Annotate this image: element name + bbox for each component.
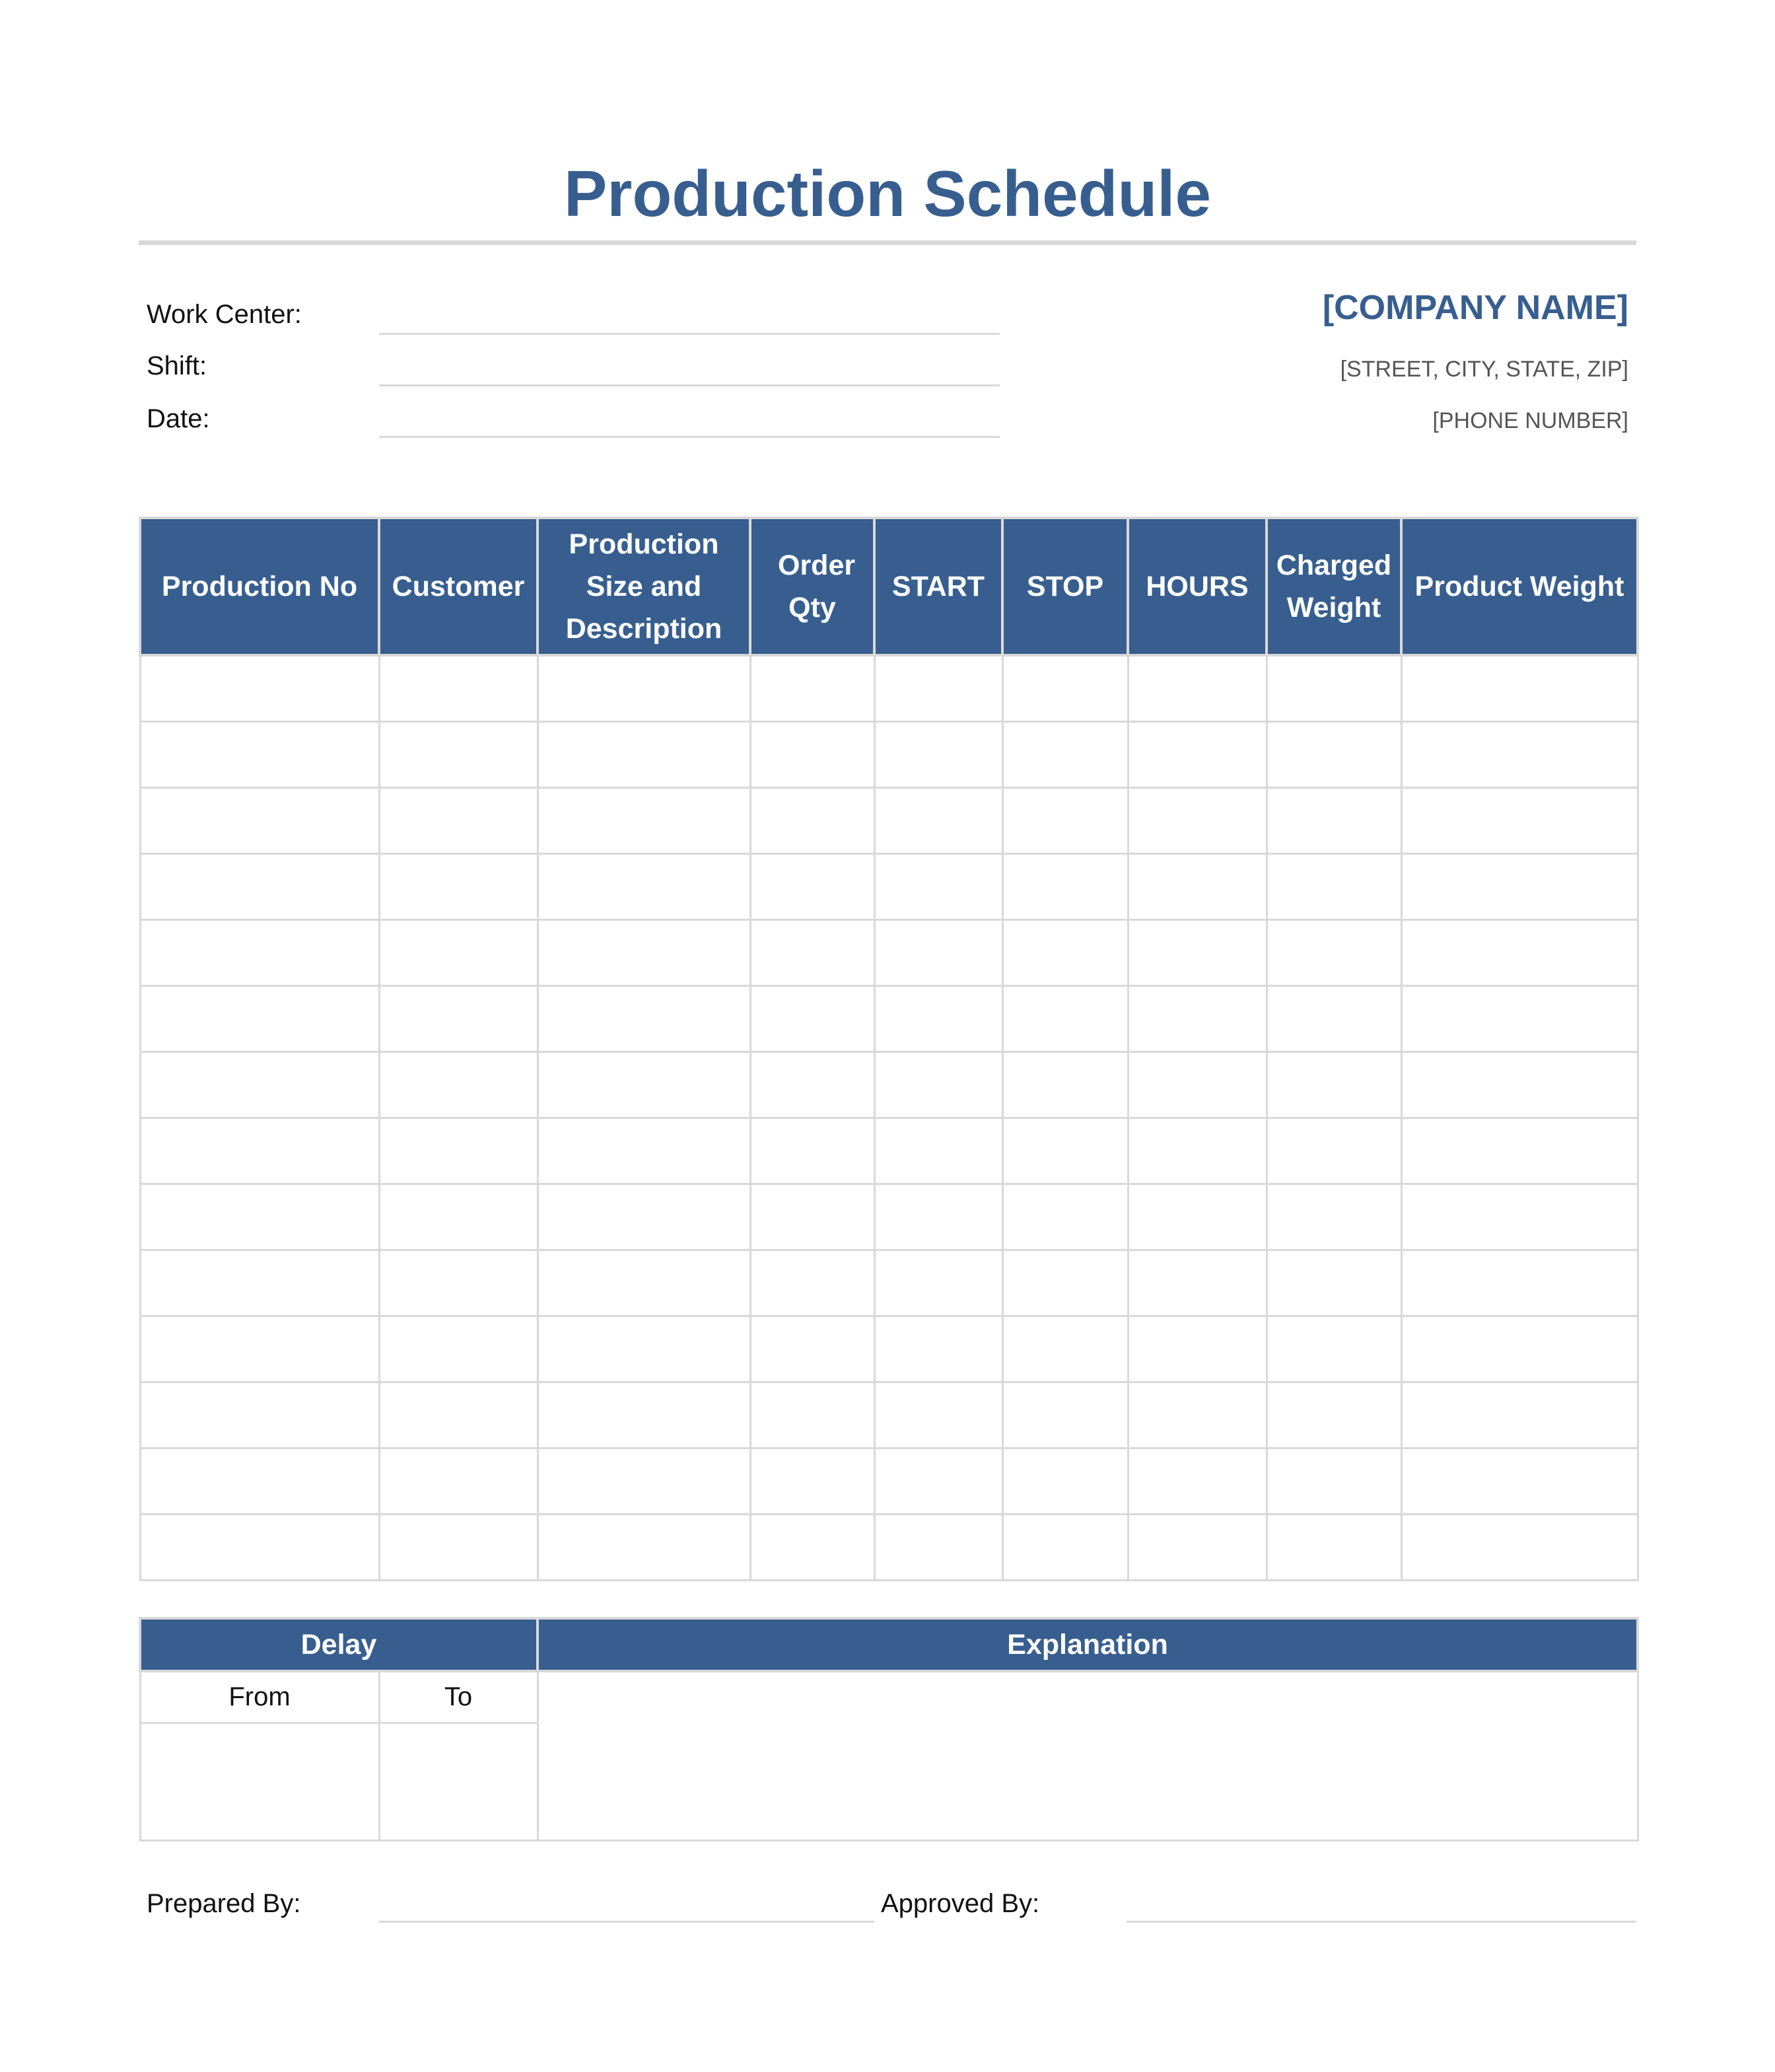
- table-cell[interactable]: [379, 1184, 538, 1250]
- table-cell[interactable]: [1002, 1052, 1128, 1118]
- table-cell[interactable]: [379, 1316, 538, 1382]
- table-cell[interactable]: [750, 1250, 874, 1316]
- table-cell[interactable]: [1002, 721, 1128, 787]
- header-charged-weight: Charged Weight: [1267, 518, 1401, 655]
- table-cell[interactable]: [1267, 1448, 1401, 1514]
- table-cell[interactable]: [874, 1448, 1002, 1514]
- header-customer: Customer: [379, 518, 538, 655]
- prepared-by-field[interactable]: [379, 1921, 874, 1923]
- table-header-row: [140, 518, 1638, 655]
- table-cell[interactable]: [1401, 655, 1638, 721]
- table-cell[interactable]: [140, 655, 379, 721]
- date-label: Date:: [147, 404, 210, 433]
- table-cell[interactable]: [874, 655, 1002, 721]
- table-cell[interactable]: [379, 655, 538, 721]
- header-production-size-description: Production Size and Description: [538, 518, 750, 655]
- title-divider: [139, 240, 1636, 245]
- header-order-qty: Order Qty: [750, 518, 874, 655]
- table-cell[interactable]: [1002, 853, 1128, 919]
- table-cell[interactable]: [538, 919, 750, 985]
- delay-table: [139, 1617, 1639, 1841]
- table-cell[interactable]: [538, 1514, 750, 1580]
- prepared-by-label: Prepared By:: [147, 1889, 301, 1918]
- table-cell[interactable]: [874, 1250, 1002, 1316]
- table-cell[interactable]: [1401, 1382, 1638, 1448]
- table-cell[interactable]: [874, 853, 1002, 919]
- table-cell[interactable]: [1401, 853, 1638, 919]
- table-cell[interactable]: [1267, 721, 1401, 787]
- date-field[interactable]: [379, 436, 1000, 438]
- table-cell[interactable]: [379, 721, 538, 787]
- table-cell[interactable]: [538, 787, 750, 853]
- table-cell[interactable]: [1128, 1184, 1267, 1250]
- table-cell[interactable]: [1002, 1514, 1128, 1580]
- table-cell[interactable]: [1128, 721, 1267, 787]
- table-row: [140, 985, 1638, 1052]
- explanation-header: Explanation: [538, 1618, 1638, 1671]
- table-cell[interactable]: [1002, 787, 1128, 853]
- table-cell[interactable]: [1267, 1514, 1401, 1580]
- work-center-label: Work Center:: [147, 300, 302, 329]
- table-cell[interactable]: [1267, 1052, 1401, 1118]
- company-phone: [PHONE NUMBER]: [1432, 408, 1628, 433]
- table-cell[interactable]: [1128, 919, 1267, 985]
- table-cell[interactable]: [538, 655, 750, 721]
- table-cell[interactable]: [1002, 1448, 1128, 1514]
- table-cell[interactable]: [1267, 1316, 1401, 1382]
- table-cell[interactable]: [538, 1250, 750, 1316]
- table-row: [140, 1382, 1638, 1448]
- table-cell[interactable]: [538, 985, 750, 1052]
- table-cell[interactable]: [874, 919, 1002, 985]
- table-cell[interactable]: [538, 1118, 750, 1184]
- table-cell[interactable]: [1267, 853, 1401, 919]
- table-cell[interactable]: [1267, 1118, 1401, 1184]
- header-production-no: Production No: [140, 518, 379, 655]
- table-cell[interactable]: [1002, 1184, 1128, 1250]
- table-cell[interactable]: [1401, 1448, 1638, 1514]
- company-address: [STREET, CITY, STATE, ZIP]: [1340, 357, 1628, 382]
- table-cell[interactable]: [140, 787, 379, 853]
- table-cell[interactable]: [1128, 1448, 1267, 1514]
- table-row: [140, 1184, 1638, 1250]
- schedule-table-body: [140, 655, 1638, 1580]
- table-cell[interactable]: [538, 1316, 750, 1382]
- table-cell[interactable]: [379, 919, 538, 985]
- table-row: [140, 787, 1638, 853]
- production-schedule-table: [139, 517, 1639, 1581]
- table-cell[interactable]: [1002, 1118, 1128, 1184]
- table-cell[interactable]: [874, 787, 1002, 853]
- table-cell[interactable]: [1002, 655, 1128, 721]
- table-cell[interactable]: [1401, 721, 1638, 787]
- table-cell[interactable]: [1401, 1250, 1638, 1316]
- table-cell[interactable]: [1002, 919, 1128, 985]
- table-cell[interactable]: [874, 1052, 1002, 1118]
- table-row: [140, 853, 1638, 919]
- table-cell[interactable]: [140, 1184, 379, 1250]
- table-cell[interactable]: [140, 1382, 379, 1448]
- table-row: [140, 919, 1638, 985]
- table-row: [140, 721, 1638, 787]
- header-product-weight: Product Weight: [1401, 518, 1638, 655]
- table-cell[interactable]: [1128, 1514, 1267, 1580]
- delay-header: Delay: [140, 1618, 538, 1671]
- table-cell[interactable]: [1128, 1052, 1267, 1118]
- table-cell[interactable]: [750, 1382, 874, 1448]
- table-cell[interactable]: [1401, 1316, 1638, 1382]
- table-cell[interactable]: [750, 1118, 874, 1184]
- table-cell[interactable]: [1401, 1052, 1638, 1118]
- table-cell[interactable]: [379, 1448, 538, 1514]
- table-cell[interactable]: [379, 1250, 538, 1316]
- delay-to-label: To: [379, 1671, 538, 1723]
- table-cell[interactable]: [1128, 1382, 1267, 1448]
- table-cell[interactable]: [379, 787, 538, 853]
- table-cell[interactable]: [1401, 1118, 1638, 1184]
- table-cell[interactable]: [538, 1448, 750, 1514]
- table-cell[interactable]: [140, 1514, 379, 1580]
- table-cell[interactable]: [750, 853, 874, 919]
- table-cell[interactable]: [140, 1250, 379, 1316]
- table-cell[interactable]: [379, 1514, 538, 1580]
- delay-from-label: From: [140, 1671, 379, 1723]
- table-row: [140, 1118, 1638, 1184]
- table-cell[interactable]: [140, 1316, 379, 1382]
- table-cell[interactable]: [379, 1118, 538, 1184]
- table-cell[interactable]: [140, 985, 379, 1052]
- table-cell[interactable]: [1128, 985, 1267, 1052]
- approved-by-label: Approved By:: [881, 1889, 1040, 1918]
- header-start: START: [874, 518, 1002, 655]
- table-cell[interactable]: [874, 1382, 1002, 1448]
- header-stop: STOP: [1002, 518, 1128, 655]
- table-cell[interactable]: [874, 1514, 1002, 1580]
- table-cell[interactable]: [1267, 1382, 1401, 1448]
- shift-label: Shift:: [147, 351, 207, 380]
- explanation-cell[interactable]: [538, 1671, 1638, 1840]
- table-cell[interactable]: [1267, 787, 1401, 853]
- table-cell[interactable]: [874, 721, 1002, 787]
- page-title: Production Schedule: [563, 157, 1212, 230]
- table-row: [140, 655, 1638, 721]
- table-cell[interactable]: [750, 721, 874, 787]
- table-cell[interactable]: [379, 853, 538, 919]
- table-cell[interactable]: [379, 1052, 538, 1118]
- company-name: [COMPANY NAME]: [1322, 289, 1628, 327]
- table-row: [140, 1514, 1638, 1580]
- header-hours: HOURS: [1128, 518, 1267, 655]
- table-cell[interactable]: [140, 919, 379, 985]
- table-cell[interactable]: [750, 655, 874, 721]
- table-cell[interactable]: [1401, 1184, 1638, 1250]
- table-cell[interactable]: [750, 1448, 874, 1514]
- table-cell[interactable]: [874, 1118, 1002, 1184]
- table-cell[interactable]: [1401, 919, 1638, 985]
- table-cell[interactable]: [538, 1382, 750, 1448]
- table-cell[interactable]: [1128, 655, 1267, 721]
- table-cell[interactable]: [1267, 1250, 1401, 1316]
- table-cell[interactable]: [140, 853, 379, 919]
- table-row: [140, 1052, 1638, 1118]
- table-cell[interactable]: [1401, 1514, 1638, 1580]
- table-cell[interactable]: [1267, 655, 1401, 721]
- delay-from-cell[interactable]: [140, 1723, 379, 1840]
- table-cell[interactable]: [1401, 985, 1638, 1052]
- table-cell[interactable]: [1128, 853, 1267, 919]
- table-cell[interactable]: [1267, 1184, 1401, 1250]
- table-cell[interactable]: [1002, 1316, 1128, 1382]
- table-cell[interactable]: [1128, 787, 1267, 853]
- work-center-field[interactable]: [379, 333, 1000, 335]
- table-cell[interactable]: [750, 1514, 874, 1580]
- table-cell[interactable]: [1002, 1382, 1128, 1448]
- table-cell[interactable]: [1002, 1250, 1128, 1316]
- table-cell[interactable]: [140, 721, 379, 787]
- table-row: [140, 1448, 1638, 1514]
- table-cell[interactable]: [1128, 1316, 1267, 1382]
- shift-field[interactable]: [379, 384, 1000, 386]
- table-cell[interactable]: [750, 985, 874, 1052]
- table-cell[interactable]: [1267, 919, 1401, 985]
- table-cell[interactable]: [1401, 787, 1638, 853]
- table-cell[interactable]: [750, 1184, 874, 1250]
- table-cell[interactable]: [140, 1448, 379, 1514]
- table-cell[interactable]: [874, 1184, 1002, 1250]
- table-cell[interactable]: [538, 721, 750, 787]
- table-cell[interactable]: [750, 1052, 874, 1118]
- table-cell[interactable]: [1128, 1250, 1267, 1316]
- table-cell[interactable]: [140, 1052, 379, 1118]
- table-row: [140, 1250, 1638, 1316]
- approved-by-field[interactable]: [1127, 1921, 1636, 1923]
- table-cell[interactable]: [1267, 985, 1401, 1052]
- table-cell[interactable]: [538, 1052, 750, 1118]
- table-cell[interactable]: [140, 1118, 379, 1184]
- table-cell[interactable]: [750, 1316, 874, 1382]
- table-cell[interactable]: [538, 1184, 750, 1250]
- table-cell[interactable]: [1128, 1118, 1267, 1184]
- table-cell[interactable]: [750, 787, 874, 853]
- table-cell[interactable]: [750, 919, 874, 985]
- table-cell[interactable]: [874, 1316, 1002, 1382]
- table-cell[interactable]: [379, 985, 538, 1052]
- table-row: [140, 1316, 1638, 1382]
- table-cell[interactable]: [379, 1382, 538, 1448]
- table-cell[interactable]: [1002, 985, 1128, 1052]
- table-cell[interactable]: [538, 853, 750, 919]
- table-cell[interactable]: [874, 985, 1002, 1052]
- delay-to-cell[interactable]: [379, 1723, 538, 1840]
